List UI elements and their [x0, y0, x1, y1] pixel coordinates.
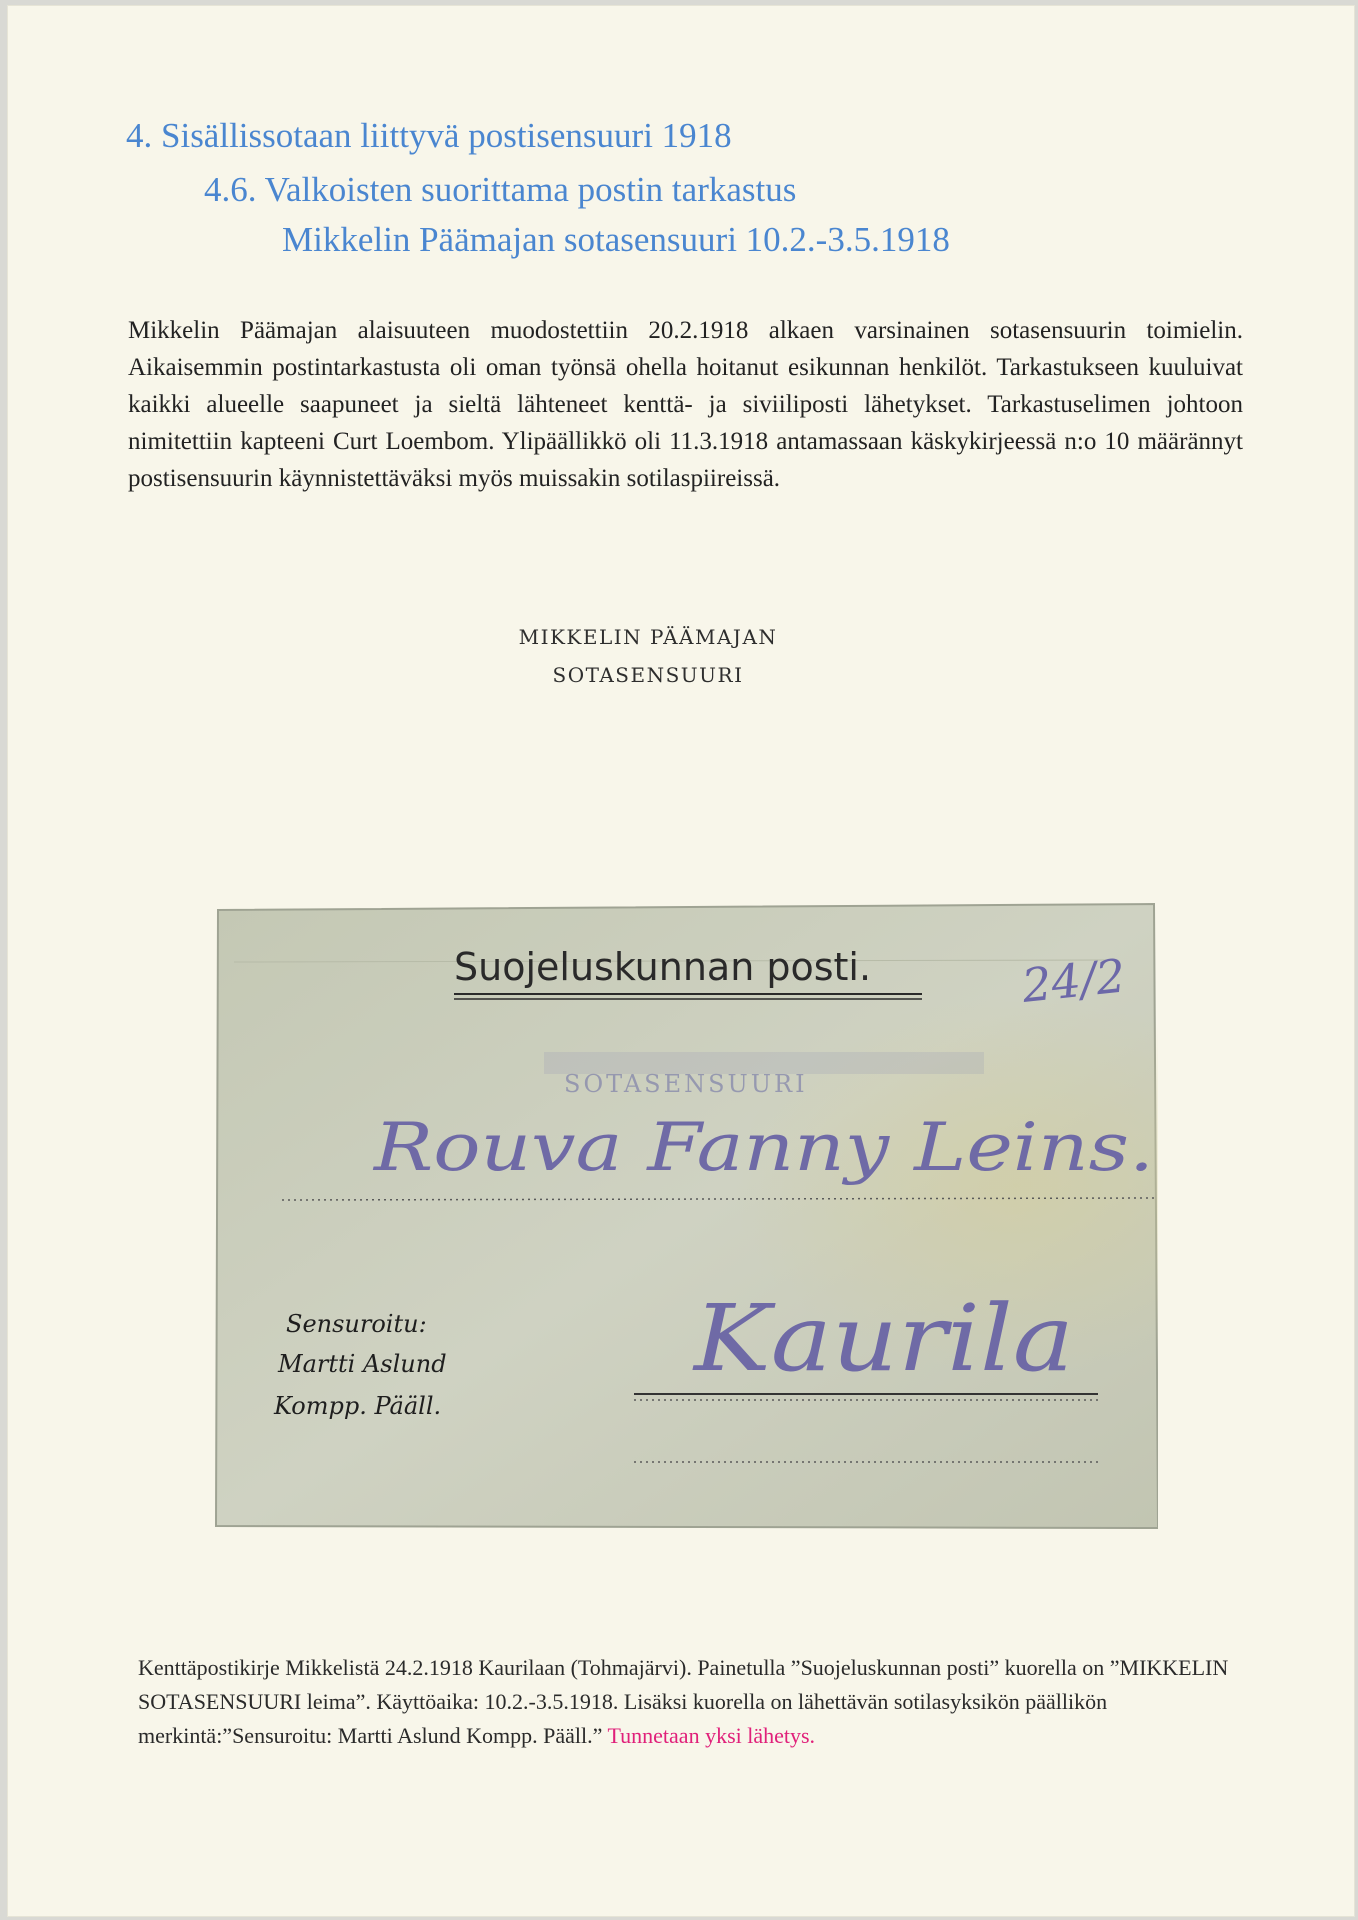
envelope-printed-header: Suojeluskunnan posti.: [454, 945, 872, 989]
stamp-smudge: [544, 1052, 984, 1074]
section-heading: 4. Sisällissotaan liittyvä postisensuuri 1918: [126, 116, 732, 155]
signature-line-3: Kompp. Pääll.: [274, 1392, 442, 1420]
envelope-caption: [138, 1651, 1246, 1753]
envelope-body: [214, 902, 1158, 1532]
stamp-line-2: SOTASENSUURI: [552, 663, 744, 687]
commander-signature: [273, 1310, 447, 1420]
album-page: [8, 6, 1354, 1916]
caption-highlight: Tunnetaan yksi lähetys.: [607, 1723, 816, 1748]
stamp-line-1: MIKKELIN PÄÄMAJAN: [518, 625, 778, 649]
envelope-image: [214, 902, 1158, 1532]
subsection-heading: 4.6. Valkoisten suorittama postin tarkastus: [204, 170, 797, 209]
handwritten-addressee: Rouva Fanny Leins.: [372, 1109, 1154, 1186]
intro-paragraph: [128, 312, 1243, 497]
censor-stamp-sample: [498, 618, 798, 694]
handwritten-date-note: 24/2: [1019, 948, 1128, 1013]
signature-line-2: Martti Aslund: [278, 1350, 447, 1378]
topic-heading: Mikkelin Päämajan sotasensuuri 10.2.-3.5.1918: [282, 220, 950, 259]
censor-stamp-impression: SOTASENSUURI: [564, 1070, 808, 1098]
intro-text: Mikkelin Päämajan alaisuuteen muodostettiin 20.2.1918 alkaen varsinainen sotasensuurin toimielin. Aikaisemmin postintarkastusta oli oman työnsä ohella hoitanut esikunnan henkilöt. Tarkastukseen kuuluivat kaikki alueelle saapuneet ja sieltä lähteneet kenttä- ja siviiliposti lähetykset. Tarkastuselimen johtoon nimitettiin kapteeni Curt Loembom. Ylipäällikkö oli 11.3.1918 antamassaan käskykirjeessä n:o 10 määrännyt postisensuurin käynnistettäväksi myös muissakin sotilaspiireissä.: [128, 317, 1243, 492]
caption-text: Kenttäpostikirje Mikkelistä 24.2.1918 Kaurilaan (Tohmajärvi). Painetulla ”Suojeluskunnan posti” kuorella on ”MIKKELIN SOTASENSUURI leima”. Käyttöaika: 10.2.-3.5.1918. Lisäksi kuorella on lähettävän sotilasyksikön päällikön merkintä:”Sensuroitu: Martti Aslund Kompp. Pääll.”: [138, 1655, 1229, 1748]
handwritten-place: Kaurila: [691, 1285, 1074, 1392]
signature-line-1: Sensuroitu:: [286, 1310, 427, 1338]
envelope-drawing: [214, 902, 1158, 1532]
